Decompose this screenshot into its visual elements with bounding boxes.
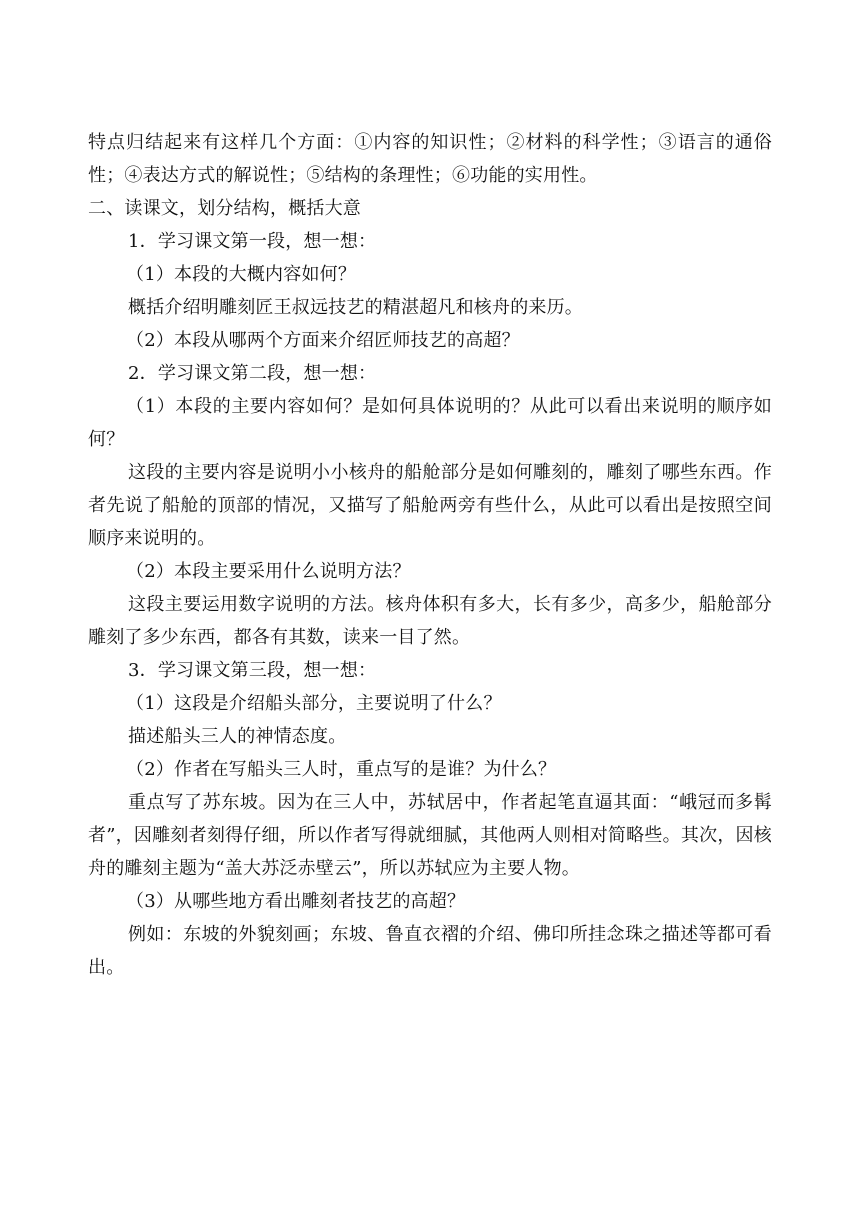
answer-3: 这段的主要内容是说明小小核舟的船舱部分是如何雕刻的，雕刻了哪些东西。作者先说了船舱的顶部的情况，又描写了船舱两旁有些什么，从此可以看出是按照空间顺序来说明的。 <box>88 462 772 549</box>
question-6: （2）作者在写船头三人时，重点写的是谁？为什么？ <box>126 759 557 780</box>
answer-7: 例如：东坡的外貌刻画；东坡、鲁直衣褶的介绍、佛印所挂念珠之描述等都可看出。 <box>88 924 772 978</box>
subsection-heading-3: 3．学习课文第三段，想一想： <box>128 660 377 681</box>
subsection-heading-1: 1．学习课文第一段，想一想： <box>128 231 377 252</box>
section-heading: 二、读课文，划分结构，概括大意 <box>88 198 361 219</box>
subsection-heading-2: 2．学习课文第二段，想一想： <box>128 363 377 384</box>
intro-paragraph: 特点归结起来有这样几个方面：①内容的知识性；②材料的科学性；③语言的通俗性；④表达方式的解说性；⑤结构的条理性；⑥功能的实用性。 <box>88 132 772 186</box>
question-3: （1）本段的主要内容如何？是如何具体说明的？从此可以看出来说明的顺序如何？ <box>88 396 772 450</box>
question-1: （1）本段的大概内容如何？ <box>126 264 357 285</box>
document-page <box>88 126 772 984</box>
question-2: （2）本段从哪两个方面来介绍匠师技艺的高超？ <box>126 330 520 351</box>
question-5: （1）这段是介绍船头部分，主要说明了什么？ <box>126 693 502 714</box>
answer-4: 这段主要运用数字说明的方法。核舟体积有多大，长有多少，高多少，船舱部分雕刻了多少东西，都各有其数，读来一目了然。 <box>88 594 772 648</box>
question-7: （3）从哪些地方看出雕刻者技艺的高超？ <box>126 891 466 912</box>
answer-6: 重点写了苏东坡。因为在三人中，苏轼居中，作者起笔直逼其面：“峨冠而多髯者”，因雕刻者刻得仔细，所以作者写得就细腻，其他两人则相对简略些。其次，因核舟的雕刻主题为“盖大苏泛赤壁云”，所以苏轼应为主要人物。 <box>88 792 772 879</box>
question-4: （2）本段主要采用什么说明方法？ <box>126 561 411 582</box>
answer-5: 描述船头三人的神情态度。 <box>128 726 347 747</box>
answer-1: 概括介绍明雕刻匠王叔远技艺的精湛超凡和核舟的来历。 <box>128 297 583 318</box>
